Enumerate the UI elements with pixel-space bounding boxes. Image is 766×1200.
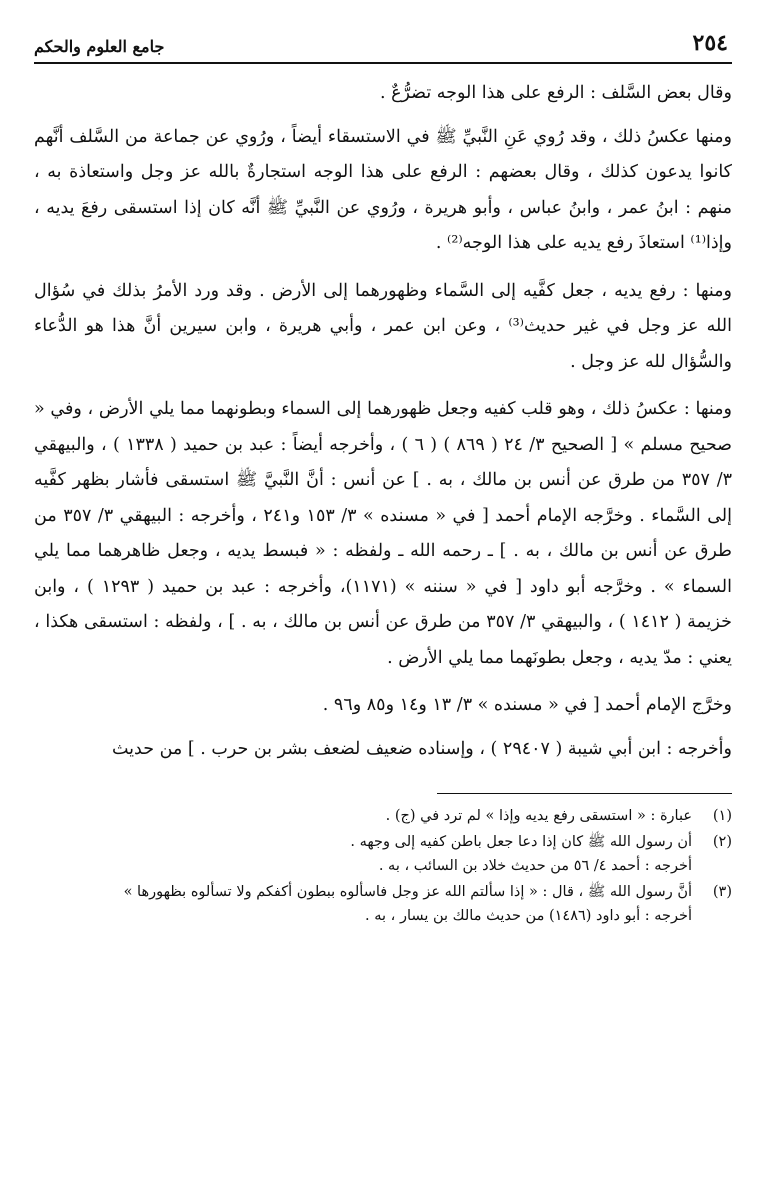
- footnote-number: (١): [712, 808, 732, 824]
- paragraph: وخرَّج الإمام أحمد [ في « مسنده » ٣/ ١٣ و١٤ و٨٥ و٩٦ .: [322, 695, 732, 715]
- footnote: [34, 880, 732, 928]
- footnote-source: أخرجه : أبو داود (١٤٨٦) من حديث مالك بن يسار ، به .: [365, 908, 692, 924]
- footnote-number: (٢): [712, 834, 732, 850]
- footnote-number: (٣): [712, 884, 732, 900]
- main-text: [34, 76, 732, 767]
- paragraph: ومنها : رفع يديه ، جعل كفَّيه إلى السَّماء وظهورهما إلى الأرض . وقد ورد الأمرُ بذلك في سُؤال الله عز وجل في غير حديث⁽³⁾ ، وعن ابن عمر ، وأبي هريرة ، وابن سيرين أنَّ هذا هو الدُّعاء والسُّؤال لله عز وجل .: [34, 280, 732, 372]
- paragraph: وقال بعض السَّلف : الرفع على هذا الوجه تضرُّعٌ .: [379, 83, 732, 103]
- running-title: جامع العلوم والحكم: [34, 37, 165, 56]
- footnote-text: أن رسول الله ﷺ كان إذا دعا جعل باطن كفيه إلى وجهه .: [350, 834, 692, 850]
- paragraph: ومنها عكسُ ذلك ، وقد رُوي عَنِ النَّبيِّ ﷺ في الاستسقاء أيضاً ، ورُوي عن جماعة من السَّلف أنَّهم كانوا يدعون كذلك ، وقال بعضهم : الرفع على هذا الوجه استجارةٌ بالله عز وجل واستعاذة به ، منهم : ابنُ عمر ، وابنُ عباس ، وأبو هريرة ، ورُوي عن النَّبيِّ ﷺ أنَّه كان إذا استسقى رفعَ يديه ، وإذا⁽¹⁾ استعاذَ رفع يديه على هذا الوجه⁽²⁾ .: [34, 126, 732, 253]
- paragraph: وأخرجه : ابن أبي شيبة ( ٢٩٤٠٧ ) ، وإسناده ضعيف لضعف بشر بن حرب . ] من حديث: [111, 738, 732, 759]
- footnote: [34, 804, 732, 828]
- footnote-source: أخرجه : أحمد ٤/ ٥٦ من حديث خلاد بن السائب ، به .: [378, 858, 692, 874]
- page-number: ٢٥٤: [692, 30, 728, 56]
- page-header: [34, 30, 732, 64]
- footnote-separator: [437, 793, 732, 794]
- footnote-text: عبارة : « استسقى رفع يديه وإذا » لم ترد في (ج) .: [385, 808, 692, 824]
- footnote-text: أنَّ رسول الله ﷺ ، قال : « إذا سألتم الله عز وجل فاسألوه ببطون أكفكم ولا تسألوه بظهورها »: [123, 884, 692, 900]
- footnotes: [34, 804, 732, 928]
- paragraph: ومنها : عكسُ ذلك ، وهو قلب كفيه وجعل ظهورهما إلى السماء وبطونهما مما يلي الأرض ، وفي « صحيح مسلم » [ الصحيح ٣/ ٢٤ ( ٨٦٩ ) ( ٦ ) ، وأخرجه أيضاً : عبد بن حميد ( ١٣٣٨ ) ، والبيهقي ٣/ ٣٥٧ من طرق عن أنس بن مالك ، به . ] عن أنس : أنَّ النَّبيَّ ﷺ استسقى فأشار بظهر كفَّيه إلى السَّماء . وخرَّجه الإمام أحمد [ في « مسنده » ٣/ ١٥٣ و٢٤١ ، وأخرجه : البيهقي ٣/ ٣٥٧ من طرق عن أنس بن مالك ، به . ] ـ رحمه الله ـ ولفظه : « فبسط يديه ، وجعل ظاهرهما مما يلي السماء » . وخرَّجه أبو داود [ في « سننه » (١١٧١)، وأخرجه : عبد بن حميد ( ١٢٩٣ ) ، وابن خزيمة ( ١٤١٢ ) ، والبيهقي ٣/ ٣٥٧ من طرق عن أنس بن مالك ، به . ] ، ولفظه : استسقى هكذا ، يعني : مدّ يديه ، وجعل بطونَهما مما يلي الأرض .: [34, 399, 732, 668]
- footnote: [34, 830, 732, 878]
